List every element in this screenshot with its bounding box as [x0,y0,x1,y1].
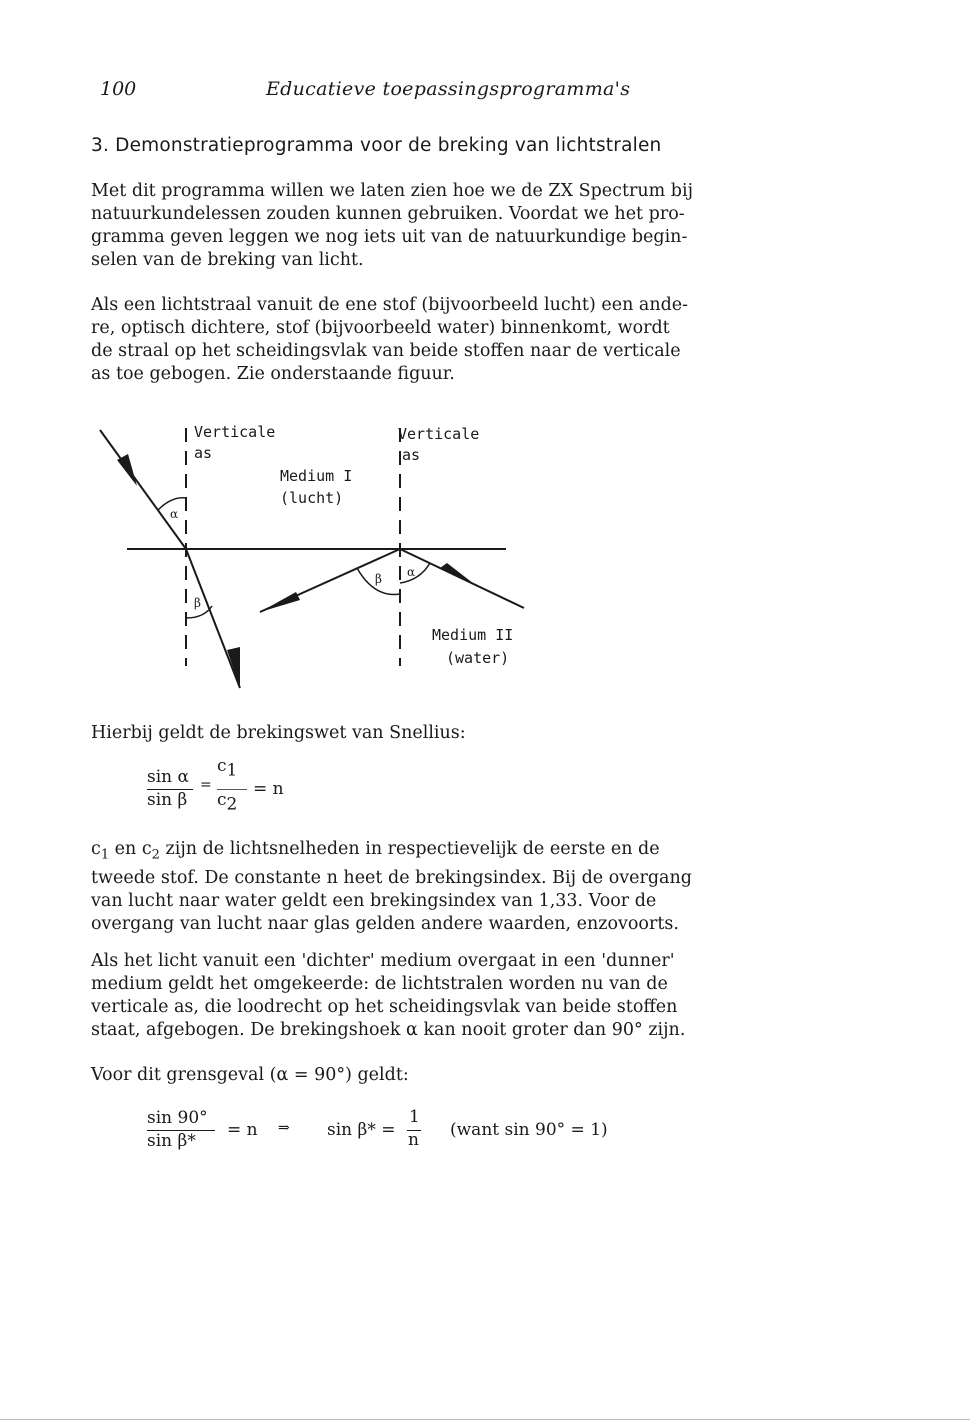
paragraph-reverse [91,950,851,1042]
c-symbol: c [91,839,101,859]
formula-equals-n: = n [227,1120,258,1140]
medium2-label: Medium II [432,626,514,644]
medium1-label: Medium I [280,467,353,485]
medium2-sublabel: (water) [446,649,510,667]
refraction-figure [90,410,550,700]
vertical-label-right-1: Verticale [398,425,480,443]
incident-ray-left [100,430,186,549]
text-line: Als een lichtstraal vanuit de ene stof (bijvoorbeeld lucht) een ande- [91,295,689,315]
formula-numerator: sin α [147,767,189,787]
c-symbol: c [217,790,227,810]
fraction-n: n [408,1130,419,1150]
fraction-one: 1 [409,1107,420,1127]
text-line: gramma geven leggen we nog iets uit van de natuurkundige begin- [91,227,688,247]
alpha-label-right: α [407,565,416,579]
implies-symbol: ⇒ [278,1120,290,1136]
sin-beta-star: sin β* = [327,1120,396,1140]
text-line: selen van de breking van licht. [91,250,364,270]
page-bottom-rule [0,1419,970,1420]
beta-label-left: β [194,596,201,610]
limit-formula [145,1108,665,1153]
formula-denominator: sin β* [147,1131,196,1151]
alpha-label-left: α [170,507,179,521]
paragraph-intro [91,180,851,272]
arrowhead-incident-left [117,454,137,486]
page-number: 100 [100,78,137,100]
formula-equals: = [200,777,212,793]
text-line: as toe gebogen. Zie onderstaande figuur. [91,364,455,384]
formula-denominator: sin β [147,790,188,810]
text-line: tweede stof. De constante n heet de brekingsindex. Bij de overgang [91,867,692,888]
vertical-label-left-2: as [194,444,213,462]
section-title: 3. Demonstratieprogramma voor de breking van lichtstralen [91,135,662,156]
text-line: verticale as, die loodrecht op het scheidingsvlak van beide stoffen [91,997,678,1017]
text-line [91,838,851,867]
vertical-label-right-2: as [402,446,421,464]
paragraph-speeds [91,838,851,936]
subscript: 2 [151,847,160,863]
c-subscript: 2 [226,794,238,815]
text-line: Voor dit grensgeval (α = 90°) geldt: [91,1065,409,1085]
arrowhead-refracted-right [260,592,300,612]
text-line: medium geldt het omgekeerde: de lichtstralen worden nu van de [91,974,668,994]
paragraph-limit-case [91,1064,851,1087]
arrowhead-refracted-left [227,647,240,688]
c-symbol: c [217,756,227,776]
formula-numerator: sin 90° [147,1108,208,1128]
beta-label-right: β [375,572,382,586]
text-line: de straal op het scheidingsvlak van beide stoffen naar de verticale [91,341,681,361]
c-subscript: 1 [226,760,238,781]
text-line: van lucht naar water geldt een brekingsindex van 1,33. Voor de [91,890,657,911]
c-denominator [217,790,237,814]
refracted-ray-left [186,549,240,688]
formula-note: (want sin 90° = 1) [450,1120,608,1140]
text-line: overgang van lucht naar glas gelden andere waarden, enzovoorts. [91,913,679,934]
snellius-intro: Hierbij geldt de brekingswet van Snellius: [91,723,466,743]
c-numerator [217,756,237,780]
text-line: staat, afgebogen. De brekingshoek α kan nooit groter dan 90° zijn. [91,1020,686,1040]
medium1-sublabel: (lucht) [280,489,344,507]
snellius-formula [145,756,305,820]
text-line: natuurkundelessen zouden kunnen gebruiken. Voordat we het pro- [91,204,685,224]
arrowhead-incident-right [440,563,478,587]
text-fragment: zijn de lichtsnelheden in respectievelijk de eerste en de [159,839,660,859]
vertical-label-left-1: Verticale [194,423,276,441]
subscript: 1 [100,847,110,863]
text-line: Met dit programma willen we laten zien hoe we de ZX Spectrum bij [91,181,693,201]
text-line: re, optisch dichtere, stof (bijvoorbeeld water) binnenkomt, wordt [91,318,670,338]
formula-result: = n [253,779,284,799]
text-line: Als het licht vanuit een 'dichter' medium overgaat in een 'dunner' [91,951,675,971]
running-title: Educatieve toepassingsprogramma's [266,78,631,100]
paragraph-refraction [91,294,851,386]
text-fragment: en c [109,839,152,859]
